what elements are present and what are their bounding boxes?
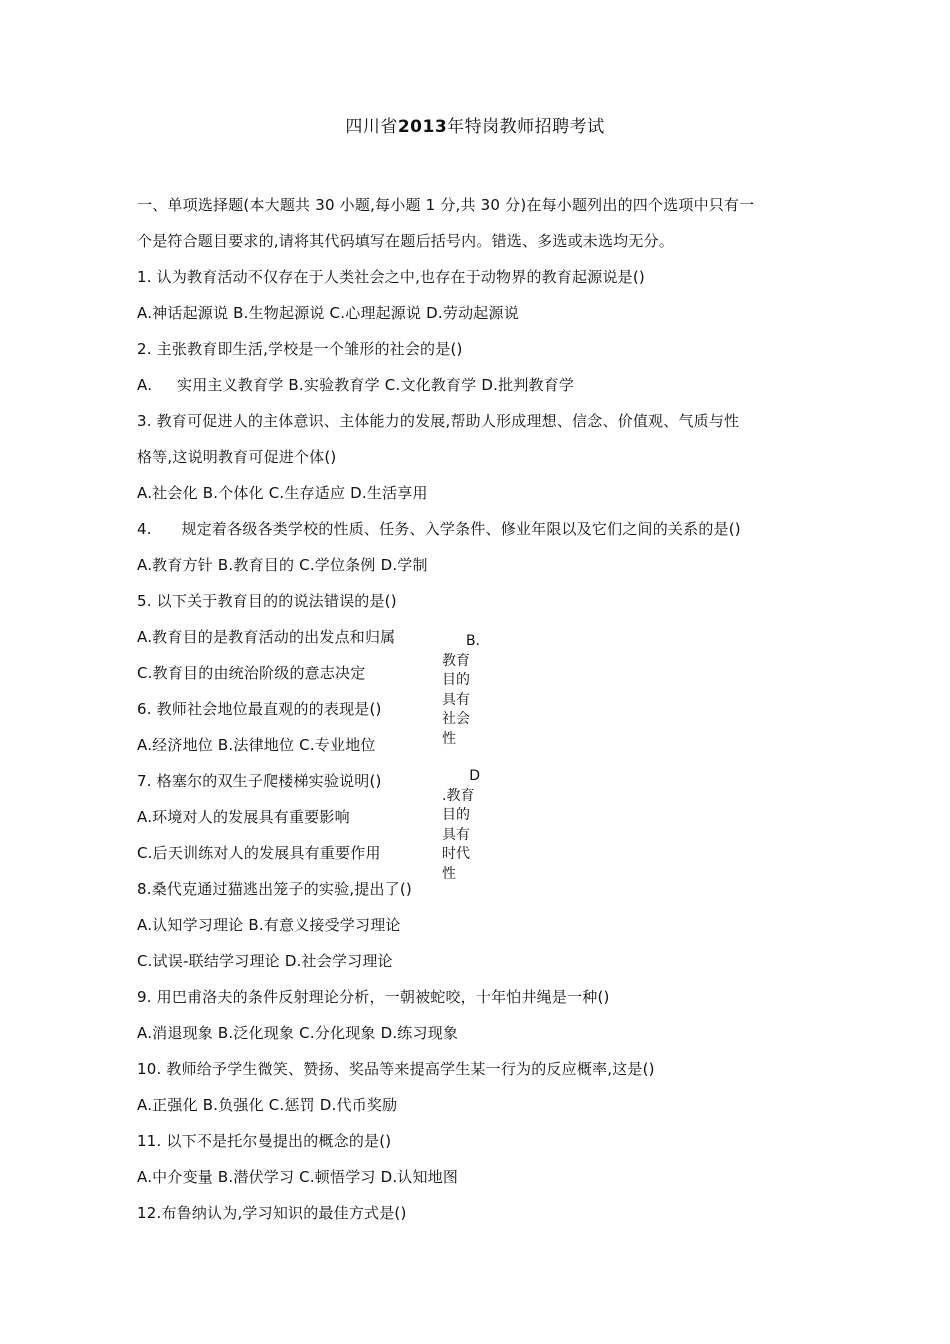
- question-8: 8.桑代克通过猫逃出笼子的实验,提出了(): [137, 880, 412, 898]
- option-5a: A.教育目的是教育活动的出发点和归属: [137, 628, 396, 646]
- options-1: A.神话起源说 B.生物起源说 C.心理起源说 D.劳动起源说: [137, 304, 519, 322]
- options-6: A.经济地位 B.法律地位 C.专业地位: [137, 736, 376, 754]
- option-5b-text: 教育目的具有社会性: [442, 652, 470, 747]
- option-7c: C.后天训练对人的发展具有重要作用: [137, 844, 381, 862]
- options-3: A.社会化 B.个体化 C.生存适应 D.生活享用: [137, 484, 428, 502]
- option-5d-box: [442, 767, 482, 882]
- option-5d-head: D: [469, 768, 480, 784]
- question-6: 6. 教师社会地位最直观的的表现是(): [137, 700, 382, 718]
- option-7a: A.环境对人的发展具有重要影响: [137, 808, 350, 826]
- question-4: 4. 规定着各级各类学校的性质、任务、入学条件、修业年限以及它们之间的关系的是(): [137, 520, 741, 538]
- options-4: A.教育方针 B.教育目的 C.学位条例 D.学制: [137, 556, 428, 574]
- question-11: 11. 以下不是托尔曼提出的概念的是(): [137, 1132, 392, 1150]
- question-1: 1. 认为教育活动不仅存在于人类社会之中,也存在于动物界的教育起源说是(): [137, 268, 645, 286]
- question-3-line-1: 3. 教育可促进人的主体意识、主体能力的发展,帮助人形成理想、信念、价值观、气质与性: [137, 412, 740, 430]
- options-8-line-1: A.认知学习理论 B.有意义接受学习理论: [137, 916, 401, 934]
- options-10: A.正强化 B.负强化 C.惩罚 D.代币奖励: [137, 1096, 398, 1114]
- options-8-line-2: C.试误-联结学习理论 D.社会学习理论: [137, 952, 393, 970]
- question-5: 5. 以下关于教育目的的说法错误的是(): [137, 592, 397, 610]
- options-9: A.消退现象 B.泛化现象 C.分化现象 D.练习现象: [137, 1024, 459, 1042]
- question-7: 7. 格塞尔的双生子爬楼梯实验说明(): [137, 772, 382, 790]
- options-11: A.中介变量 B.潜伏学习 C.顿悟学习 D.认知地图: [137, 1168, 459, 1186]
- instruction-line-1: 一、单项选择题(本大题共 30 小题,每小题 1 分,共 30 分)在每小题列出的四个选项中只有一: [137, 196, 755, 214]
- option-5d-text: .教育目的具有时代性: [442, 787, 475, 882]
- option-5c: C.教育目的由统治阶级的意志决定: [137, 664, 366, 682]
- option-5b-box: [442, 632, 482, 752]
- question-12: 12.布鲁纳认为,学习知识的最佳方式是(): [137, 1204, 407, 1222]
- question-2: 2. 主张教育即生活,学校是一个雏形的社会的是(): [137, 340, 463, 358]
- question-3-line-2: 格等,这说明教育可促进个体(): [137, 448, 337, 466]
- question-9: 9. 用巴甫洛夫的条件反射理论分析，一朝被蛇咬，十年怕井绳是一种(): [137, 988, 610, 1006]
- option-5b-head: B.: [465, 633, 480, 649]
- page-title: 四川省2013年特岗教师招聘考试: [345, 117, 605, 137]
- options-2: A. 实用主义教育学 B.实验教育学 C.文化教育学 D.批判教育学: [137, 376, 575, 394]
- question-10: 10. 教师给予学生微笑、赞扬、奖品等来提高学生某一行为的反应概率,这是(): [137, 1060, 655, 1078]
- instruction-line-2: 个是符合题目要求的,请将其代码填写在题后括号内。错选、多选或未选均无分。: [137, 232, 674, 250]
